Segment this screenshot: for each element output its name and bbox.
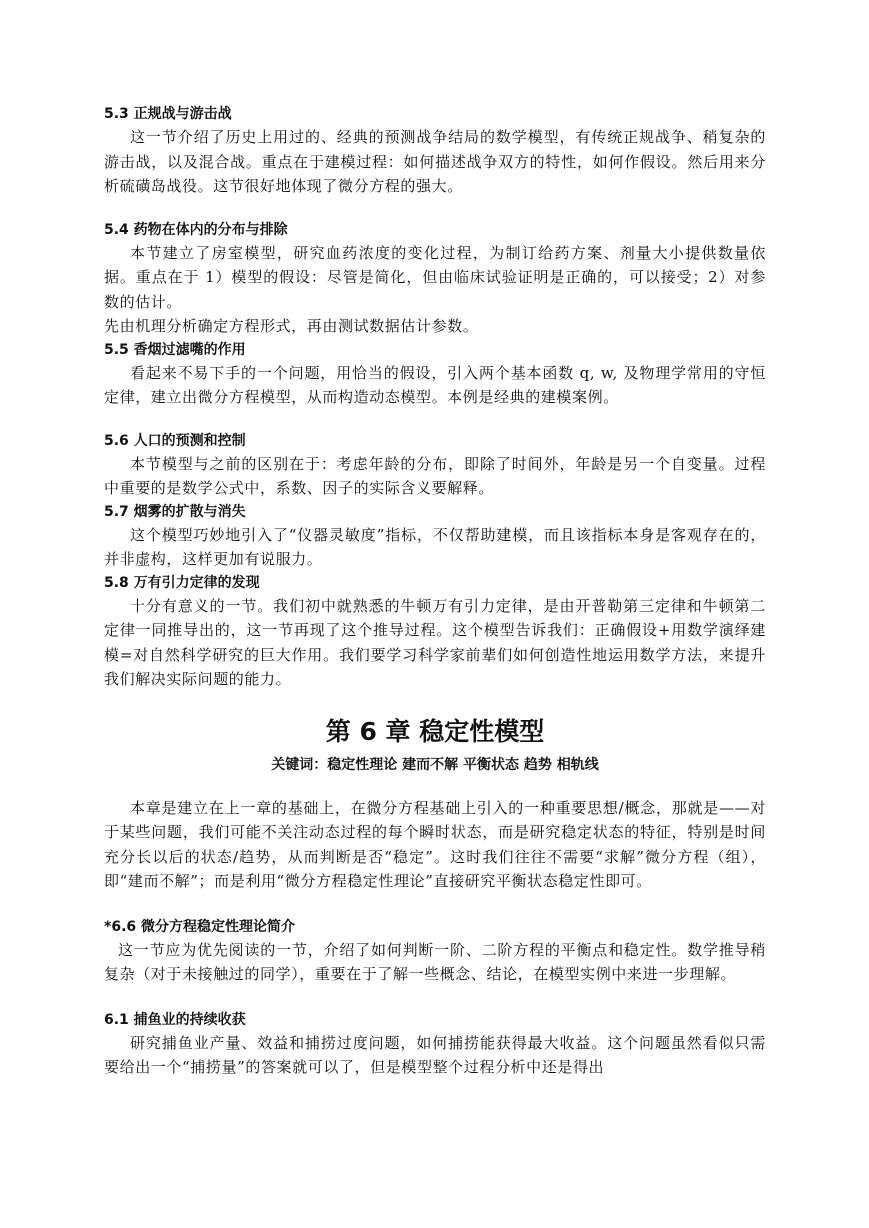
section-5-7-body: 这个模型巧妙地引入了“仪器灵敏度”指标，不仅帮助建模，而且该指标本身是客观存在的，并非虚构，这样更加有说服力。 — [104, 525, 766, 568]
chapter-keywords: 关键词：稳定性理论 建而不解 平衡状态 趋势 相轨线 — [271, 756, 599, 773]
section-5-8-title: 5.8 万有引力定律的发现 — [104, 574, 260, 591]
section-6-6-body: 这一节应为优先阅读的一节，介绍了如何判断一阶、二阶方程的平衡点和稳定性。数学推导稍复杂（对于未接触过的同学），重要在于了解一些概念、结论，在模型实例中来进一步理解。 — [104, 940, 766, 983]
section-5-4-body: 本节建立了房室模型，研究血药浓度的变化过程，为制订给药方案、剂量大小提供数量依据。重点在于 1）模型的假设：尽管是简化，但由临床试验证明是正确的，可以接受；2）对参数的估计。 — [104, 243, 766, 311]
document-page — [104, 103, 766, 1080]
section-5-4-extra: 先由机理分析确定方程形式，再由测试数据估计参数。 — [104, 317, 479, 335]
section-6-6-title: *6.6 微分方程稳定性理论简介 — [104, 918, 295, 935]
section-5-5-body: 看起来不易下手的一个问题，用恰当的假设，引入两个基本函数 q, w, 及物理学常用的守恒定律，建立出微分方程模型，从而构造动态模型。本例是经典的建模案例。 — [104, 363, 766, 406]
section-6-1-title: 6.1 捕鱼业的持续收获 — [104, 1011, 246, 1028]
section-5-6-title: 5.6 人口的预测和控制 — [104, 432, 246, 449]
section-5-4-title: 5.4 药物在体内的分布与排除 — [104, 221, 288, 238]
section-5-3-body: 这一节介绍了历史上用过的、经典的预测战争结局的数学模型，有传统正规战争、稍复杂的游击战，以及混合战。重点在于建模过程：如何描述战争双方的特性，如何作假设。然后用来分析硫磺岛战役。这节很好地体现了微分方程的强大。 — [104, 128, 766, 195]
section-5-3-title: 5.3 正规战与游击战 — [104, 106, 232, 122]
section-5-5-title: 5.5 香烟过滤嘴的作用 — [104, 341, 246, 358]
chapter-title: 第 6 章 稳定性模型 — [325, 716, 545, 746]
section-5-8-body: 十分有意义的一节。我们初中就熟悉的牛顿万有引力定律，是由开普勒第三定律和牛顿第二定律一同推导出的，这一节再现了这个推导过程。这个模型告诉我们：正确假设+用数学演绎建模=对自然科学研究的巨大作用。我们要学习科学家前辈们如何创造性地运用数学方法，来提升我们解决实际问题的能力。 — [104, 596, 766, 688]
section-5-7-title: 5.7 烟雾的扩散与消失 — [104, 503, 246, 520]
chapter-intro: 本章是建立在上一章的基础上，在微分方程基础上引入的一种重要思想/概念，那就是——对于某些问题，我们可能不关注动态过程的每个瞬时状态，而是研究稳定状态的特征，特别是时间充分长以后的状态/趋势，从而判断是否“稳定”。这时我们往往不需要“求解”微分方程（组），即“建而不解”；而是利用“微分方程稳定性理论”直接研究平衡状态稳定性即可。 — [104, 798, 766, 890]
section-6-1-body: 研究捕鱼业产量、效益和捕捞过度问题，如何捕捞能获得最大收益。这个问题虽然看似只需要给出一个“捕捞量”的答案就可以了，但是模型整个过程分析中还是得出 — [104, 1033, 766, 1076]
section-5-6-body: 本节模型与之前的区别在于：考虑年龄的分布，即除了时间外，年龄是另一个自变量。过程中重要的是数学公式中，系数、因子的实际含义要解释。 — [104, 454, 766, 497]
